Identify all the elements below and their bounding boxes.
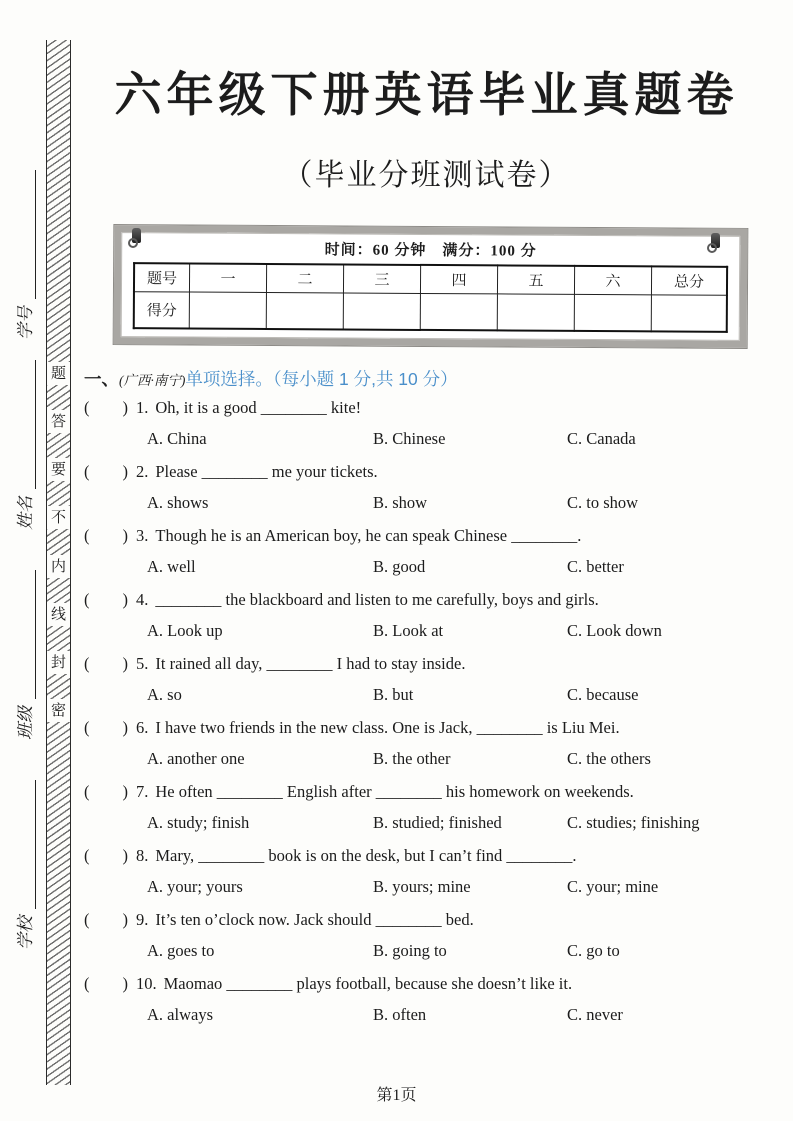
option-a: A. always xyxy=(147,1005,213,1024)
option-c: C. better xyxy=(567,557,624,576)
question-options xyxy=(84,874,774,899)
question-options xyxy=(84,554,774,579)
score-cell-empty xyxy=(343,293,420,330)
question-number: 6. xyxy=(136,718,149,737)
question-line xyxy=(84,651,774,676)
score-table-header-row xyxy=(134,263,727,295)
option-c: C. studies; finishing xyxy=(567,813,700,832)
question-line xyxy=(84,843,774,868)
question-line xyxy=(84,971,774,996)
question-line xyxy=(84,587,774,612)
question-stem: Please ________ me your tickets. xyxy=(155,462,378,481)
answer-paren: ( ) xyxy=(84,974,128,993)
question-stem: I have two friends in the new class. One is Jack, ________ is Liu Mei. xyxy=(155,718,620,737)
question-line xyxy=(84,459,774,484)
option-a: A. study; finish xyxy=(147,813,250,832)
header-cell-total: 总分 xyxy=(651,266,727,295)
question-line xyxy=(84,715,774,740)
score-table-score-row xyxy=(134,292,727,332)
question-line xyxy=(84,523,774,548)
question-stem: It’s ten o’clock now. Jack should ________ bed. xyxy=(155,910,474,929)
header-cell-part-2: 二 xyxy=(266,264,343,293)
score-cell-empty xyxy=(189,292,266,329)
question-options xyxy=(84,810,774,835)
option-a: A. well xyxy=(147,557,196,576)
score-cell-empty xyxy=(420,293,497,330)
question-block xyxy=(84,395,774,451)
question-number: 3. xyxy=(136,526,149,545)
section-heading xyxy=(84,366,458,394)
question-stem: Mary, ________ book is on the desk, but I can’t find ________. xyxy=(155,846,577,865)
option-b: B. the other xyxy=(373,749,451,768)
option-a: A. shows xyxy=(147,493,209,512)
header-cell-part-6: 六 xyxy=(574,266,651,295)
option-c: C. Look down xyxy=(567,621,662,640)
question-number: 7. xyxy=(136,782,149,801)
field-underline xyxy=(20,570,36,699)
option-a: A. so xyxy=(147,685,182,704)
score-cell-empty xyxy=(574,294,651,331)
scoreboard xyxy=(114,225,748,348)
question-stem: Maomao ________ plays football, because she doesn’t like it. xyxy=(163,974,573,993)
question-options xyxy=(84,1002,774,1027)
field-student-name xyxy=(12,360,36,530)
question-stem: Though he is an American boy, he can speak Chinese ________. xyxy=(155,526,582,545)
option-b: B. yours; mine xyxy=(373,877,471,896)
option-b: B. going to xyxy=(373,941,447,960)
question-options xyxy=(84,426,774,451)
option-b: B. Chinese xyxy=(373,429,446,448)
question-stem: Oh, it is a good ________ kite! xyxy=(155,398,362,417)
section-source: (广西·南宁) xyxy=(119,373,186,388)
option-c: C. go to xyxy=(567,941,620,960)
question-list xyxy=(84,395,774,1035)
answer-paren: ( ) xyxy=(84,526,128,545)
section-number: 一、 xyxy=(84,369,119,389)
question-block xyxy=(84,907,774,963)
question-block xyxy=(84,971,774,1027)
question-stem: He often ________ English after ________ his homework on weekends. xyxy=(155,782,634,801)
answer-paren: ( ) xyxy=(84,462,128,481)
pin-icon xyxy=(711,233,720,248)
question-block xyxy=(84,523,774,579)
option-c: C. your; mine xyxy=(567,877,659,896)
question-stem: ________ the blackboard and listen to me carefully, boys and girls. xyxy=(155,590,599,609)
section-title: 单项选择。 xyxy=(185,369,273,389)
question-block xyxy=(84,651,774,707)
question-line xyxy=(84,779,774,804)
header-cell-part-3: 三 xyxy=(343,264,420,293)
question-block xyxy=(84,779,774,835)
field-label-class: 班级 xyxy=(16,706,35,740)
option-b: B. show xyxy=(373,493,428,512)
seal-line-text: 密 封 线 内 不 要 答 题 xyxy=(47,362,70,722)
question-block xyxy=(84,459,774,515)
answer-paren: ( ) xyxy=(84,910,128,929)
question-options xyxy=(84,938,774,963)
option-c: C. never xyxy=(567,1005,623,1024)
option-a: A. goes to xyxy=(147,941,215,960)
answer-paren: ( ) xyxy=(84,398,128,417)
seal-line-strip xyxy=(46,40,71,1085)
score-cell-empty xyxy=(497,294,574,331)
question-block xyxy=(84,587,774,643)
header-cell-question-number: 题号 xyxy=(134,263,190,292)
option-c: C. the others xyxy=(567,749,651,768)
answer-paren: ( ) xyxy=(84,846,128,865)
score-cell-empty xyxy=(266,292,343,329)
field-school xyxy=(12,780,36,950)
field-label-student-name: 姓名 xyxy=(16,496,35,530)
score-cell-empty xyxy=(651,295,727,332)
question-line xyxy=(84,907,774,932)
option-b: B. often xyxy=(373,1005,427,1024)
question-number: 4. xyxy=(136,590,149,609)
question-number: 9. xyxy=(136,910,149,929)
question-options xyxy=(84,618,774,643)
scoreboard-caption: 时间：60 分钟 满分：100 分 xyxy=(324,242,537,260)
header-cell-part-4: 四 xyxy=(420,265,497,294)
option-a: A. another one xyxy=(147,749,245,768)
field-student-number xyxy=(12,170,36,340)
header-cell-part-5: 五 xyxy=(497,265,574,294)
question-options xyxy=(84,490,774,515)
page-title: 六年级下册英语毕业真题卷 xyxy=(114,70,739,122)
header-cell-part-1: 一 xyxy=(189,264,266,293)
option-a: A. China xyxy=(147,429,207,448)
option-b: B. studied; finished xyxy=(373,813,502,832)
field-label-school: 学校 xyxy=(16,916,35,950)
field-underline xyxy=(20,360,36,489)
page-subtitle: （毕业分班测试卷） xyxy=(282,159,571,192)
score-row-label: 得分 xyxy=(134,292,190,329)
answer-paren: ( ) xyxy=(84,782,128,801)
field-underline xyxy=(20,780,36,909)
question-block xyxy=(84,843,774,899)
question-stem: It rained all day, ________ I had to stay inside. xyxy=(155,654,466,673)
pin-icon xyxy=(132,228,141,243)
option-b: B. Look at xyxy=(373,621,444,640)
question-options xyxy=(84,682,774,707)
field-underline xyxy=(20,170,36,299)
option-b: B. but xyxy=(373,685,414,704)
field-label-student-number: 学号 xyxy=(16,306,35,340)
question-number: 2. xyxy=(136,462,149,481)
question-number: 8. xyxy=(136,846,149,865)
question-block xyxy=(84,715,774,771)
question-number: 5. xyxy=(136,654,149,673)
option-c: C. because xyxy=(567,685,639,704)
answer-paren: ( ) xyxy=(84,654,128,673)
question-options xyxy=(84,746,774,771)
option-a: A. Look up xyxy=(147,621,223,640)
page-number: 第1页 xyxy=(376,1087,417,1104)
question-line xyxy=(84,395,774,420)
answer-paren: ( ) xyxy=(84,718,128,737)
question-number: 1. xyxy=(136,398,149,417)
option-a: A. your; yours xyxy=(147,877,243,896)
field-class xyxy=(12,570,36,740)
answer-paren: ( ) xyxy=(84,590,128,609)
option-c: C. to show xyxy=(567,493,639,512)
option-c: C. Canada xyxy=(567,429,636,448)
section-score-note: （每小题 1 分,共 10 分） xyxy=(272,369,458,389)
option-b: B. good xyxy=(373,557,426,576)
score-table xyxy=(133,262,728,333)
question-number: 10. xyxy=(136,974,157,993)
